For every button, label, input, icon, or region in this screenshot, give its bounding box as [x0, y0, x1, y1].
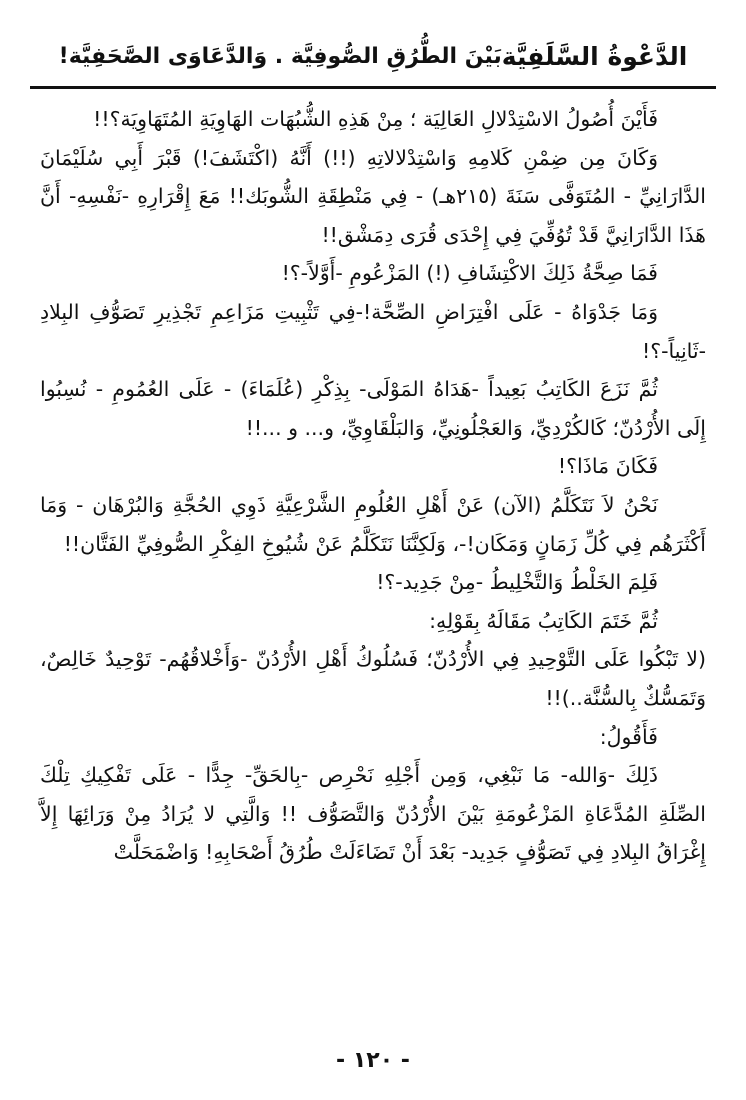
paragraph: فَمَا صِحَّةُ ذَلِكَ الاكْتِشَافِ (!) المَزْعُومِ -أَوَّلاً-؟! [281, 261, 658, 286]
paragraph: فَأَيْنَ أُصُولُ الاسْتِدْلالِ العَالِيَة ؛ مِنْ هَذِهِ الشُّبُهَات الهَاوِيَةِ المُتَهَاوِيَة؟!! [93, 107, 658, 131]
paragraph: فَلِمَ الخَلْطُ وَالتَّخْلِيطُ -مِنْ جَدِيد-؟! [376, 570, 658, 595]
paragraph: وَمَا جَدْوَاهُ - عَلَى افْتِرَاضِ الصِّحَّة!-فِي تَثْبِيتِ مَزَاعِمِ تَجْذِيرِ تَصَوُّفِ البِلادِ -ثَانِياً-؟! [40, 299, 706, 363]
header-divider [30, 86, 716, 89]
paragraph: ثُمَّ خَتَمَ الكَاتِبُ مَقَالَهُ بِقَوْلِهِ: [429, 608, 658, 633]
header-title-rest: بَيْنَ الطُّرُقِ الصُّوفِيَّة . وَالدَّعَاوَى الصَّحَفِيَّة! [58, 43, 502, 69]
paragraph: ذَلِكَ -وَالله- مَا نَبْغِي، وَمِن أَجْلِهِ نَحْرِص -بِالحَقِّ- جِدًّا - عَلَى تَفْكِيكِ تِلْكَ الصِّلَةِ المُدَّعَاةِ المَزْعُومَةِ بَيْنَ الأُرْدُنّ وَالتَّصَوُّف !! وَالَّتِي لا يُرَادُ مِنْ وَرَائِهَا إِلاَّ إِغْرَاقُ البِلادِ فِي تَصَوُّفٍ جَدِيد- بَعْدَ أَنْ تَضَاءَلَتْ طُرُقُ أَصْحَابِهِ! وَاضْمَحَلَّتْ [40, 763, 706, 865]
header-title-accent: الدَّعْوةُ السَّلَفِيَّة [501, 41, 688, 71]
page-number: - ١٢٠ - [336, 1048, 410, 1073]
paragraph: وَكَانَ مِن ضِمْنِ كَلامِهِ وَاسْتِدْلالاتِهِ (!!) أَنَّهُ (اكْتَشَفَ!) قَبْرَ أَبِي سُلَيْمَانَ الدَّارَانِيِّ - المُتَوَفَّى سَنَةَ (٢١٥هـ) - فِي مَنْطِقَةِ الشُّوبَك!! مَعَ إِقْرَارِهِ -نَفْسِهِ- أَنَّ هَذَا الدَّارَانِيَّ قَدْ تُوُفِّيَ فِي إِحْدَى قُرَى دِمَشْق!! [40, 145, 706, 247]
paragraph: فَكَانَ مَاذَا؟! [557, 454, 658, 479]
running-header [30, 30, 716, 82]
paragraph: ثُمَّ نَزَعَ الكَاتِبُ بَعِيداً -هَدَاهُ المَوْلَى- بِذِكْرِ (عُلَمَاءَ) - عَلَى العُمُومِ - نُسِبُوا إِلَى الأُرْدُنّ؛ كَالكُرْدِيِّ، وَالعَجْلُونِيِّ، وَالبَلْقَاوِيِّ، و... و ...!! [40, 377, 706, 440]
paragraph: نَحْنُ لاَ نَتَكَلَّمُ (الآن) عَنْ أَهْلِ العُلُومِ الشَّرْعِيَّةِ ذَوِي الحُجَّةِ وَالبُرْهَان - وَمَا أَكْثَرَهُم فِي كُلِّ زَمَانٍ وَمَكَان!-، وَلَكِنَّنَا نَتَكَلَّمُ عَنْ شُيُوخِ الفِكْرِ الصُّوفِيِّ الفَتَّان!! [40, 492, 706, 556]
page-body [40, 100, 706, 872]
quoted-paragraph: (لا تَبْكُوا عَلَى التَّوْحِيدِ فِي الأُرْدُنّ؛ فَسُلُوكُ أَهْلِ الأُرْدُنّ -وَأَخْلاقُهُم- تَوْحِيدٌ خَالِصٌ، وَتَمَسُّكٌ بِالسُّنَّة..)!! [40, 647, 706, 710]
paragraph: فَأَقُولُ: [599, 724, 658, 749]
